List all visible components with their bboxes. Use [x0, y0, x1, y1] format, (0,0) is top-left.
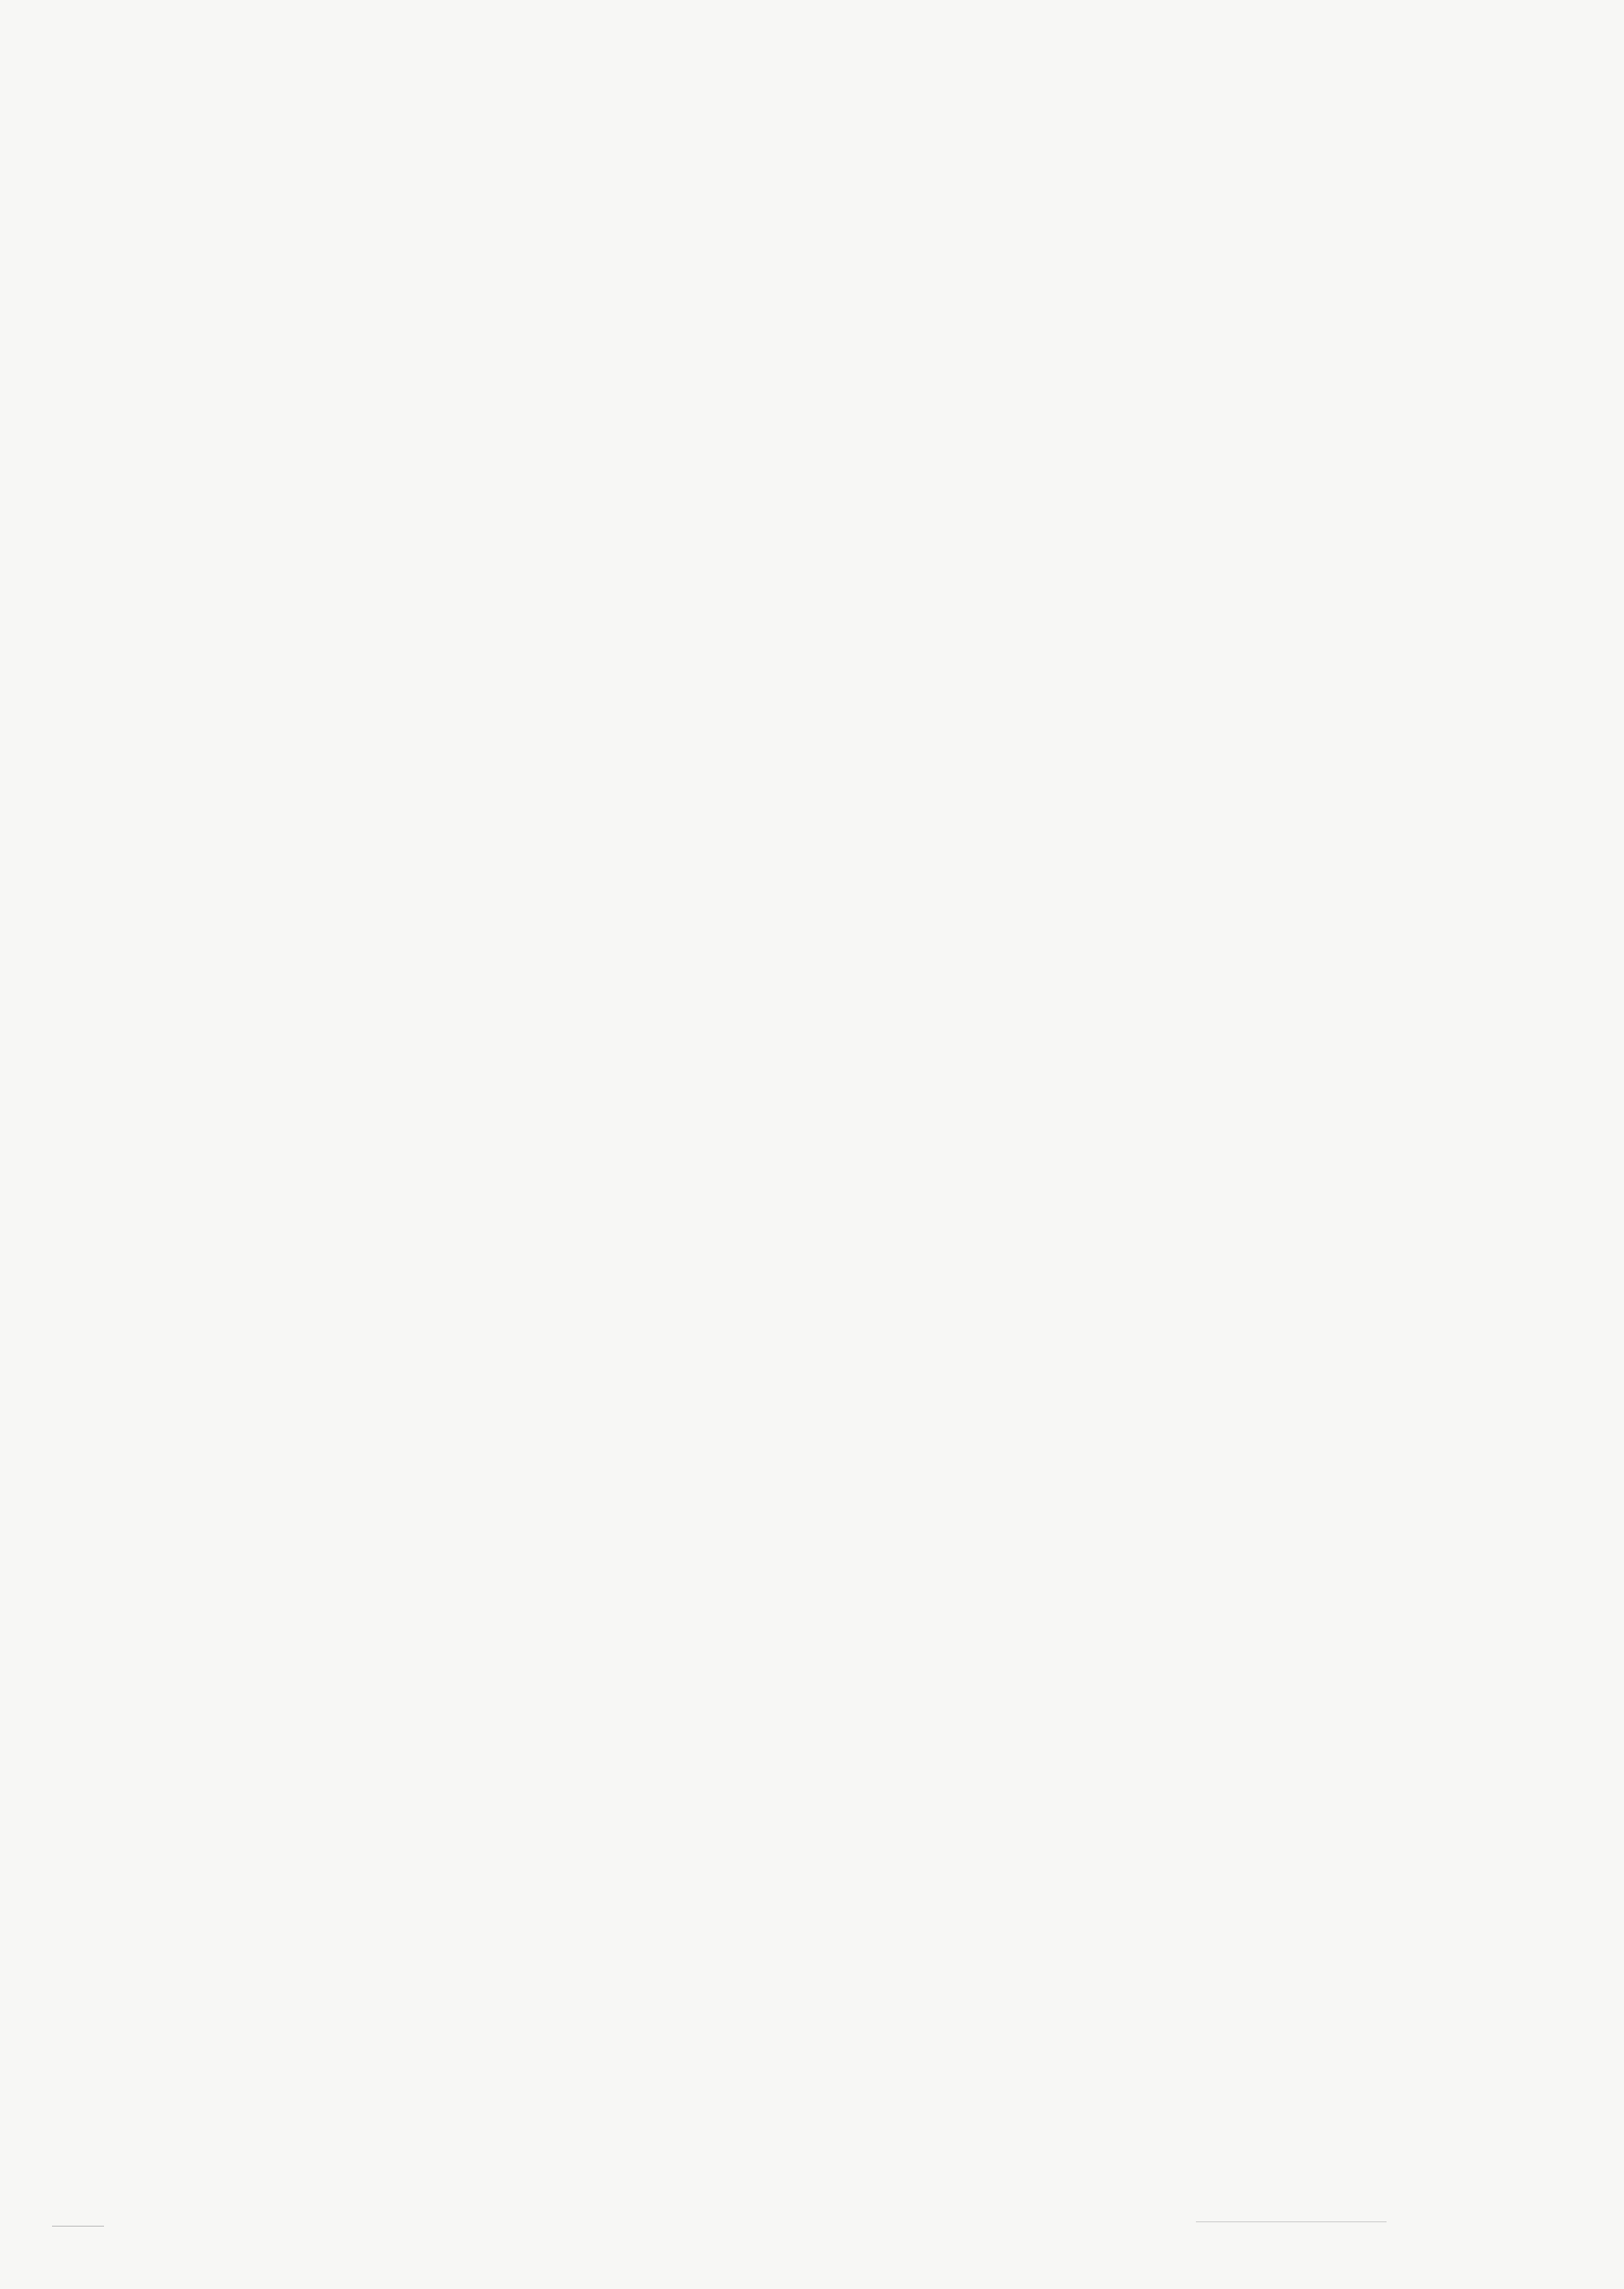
footer-rule-right: [1196, 2221, 1387, 2222]
page-content: [167, 175, 1437, 177]
footer-rule-left: [52, 2226, 104, 2227]
